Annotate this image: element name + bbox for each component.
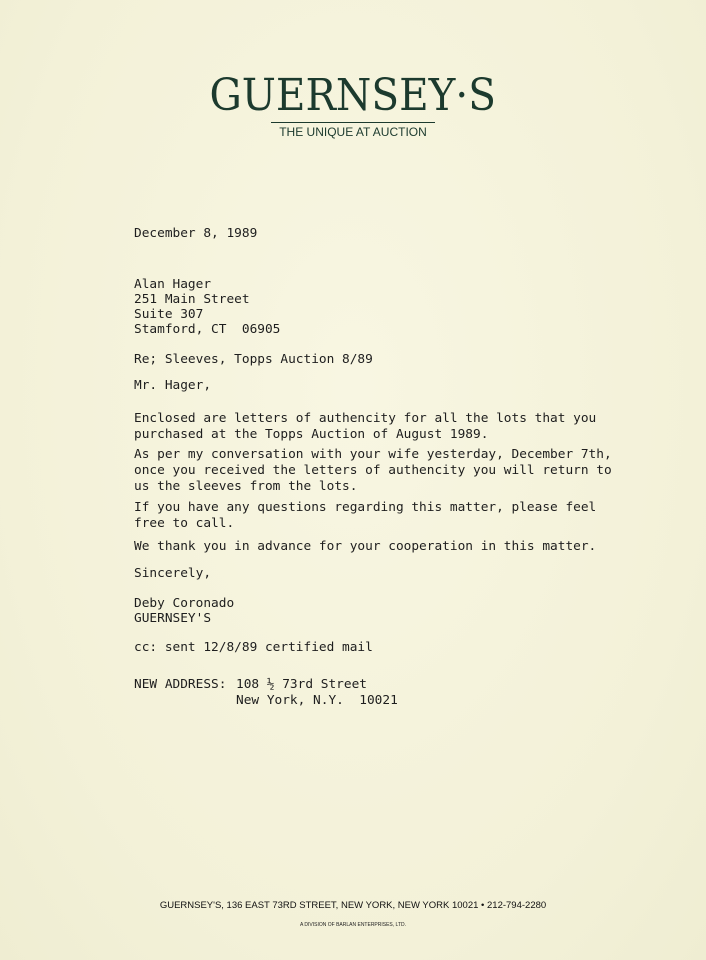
closing: Sincerely,: [134, 566, 212, 581]
recipient-city: Stamford, CT 06905: [134, 322, 281, 337]
signer-name: Deby Coronado: [134, 596, 235, 611]
paragraph-enclosed: Enclosed are letters of authencity for all the lots that you purchased at the Topps Auction of August 1989.: [134, 411, 597, 442]
recipient-street: 251 Main Street: [134, 292, 250, 307]
paragraph-thanks: We thank you in advance for your cooperation in this matter.: [134, 539, 597, 554]
recipient-name: Alan Hager: [134, 277, 212, 292]
new-address-label: NEW ADDRESS:: [134, 677, 227, 692]
paragraph-questions: If you have any questions regarding this matter, please feel free to call.: [134, 500, 597, 531]
company-logo: GUERNSEY·S: [209, 70, 497, 121]
salutation: Mr. Hager,: [134, 378, 212, 393]
letter-date: December 8, 1989: [134, 226, 258, 241]
new-address-line1: 108 ½ 73rd Street: [236, 677, 367, 692]
footer-address: GUERNSEY'S, 136 EAST 73RD STREET, NEW YORK, NEW YORK 10021 • 212-794-2280: [159, 900, 547, 911]
cc-line: cc: sent 12/8/89 certified mail: [134, 640, 373, 655]
paragraph-conversation: As per my conversation with your wife yesterday, December 7th, once you received the letters of authencity you will return to us the sleeves from the lots.: [134, 447, 612, 494]
letterhead: [0, 72, 706, 141]
new-address-line2: New York, N.Y. 10021: [236, 693, 398, 708]
company-tagline: THE UNIQUE AT AUCTION: [271, 122, 435, 139]
subject-line: Re; Sleeves, Topps Auction 8/89: [134, 352, 373, 367]
signer-company: GUERNSEY'S: [134, 611, 212, 626]
footer-division: A DIVISION OF BARLAN ENTERPRISES, LTD.: [299, 922, 407, 928]
recipient-suite: Suite 307: [134, 307, 204, 322]
